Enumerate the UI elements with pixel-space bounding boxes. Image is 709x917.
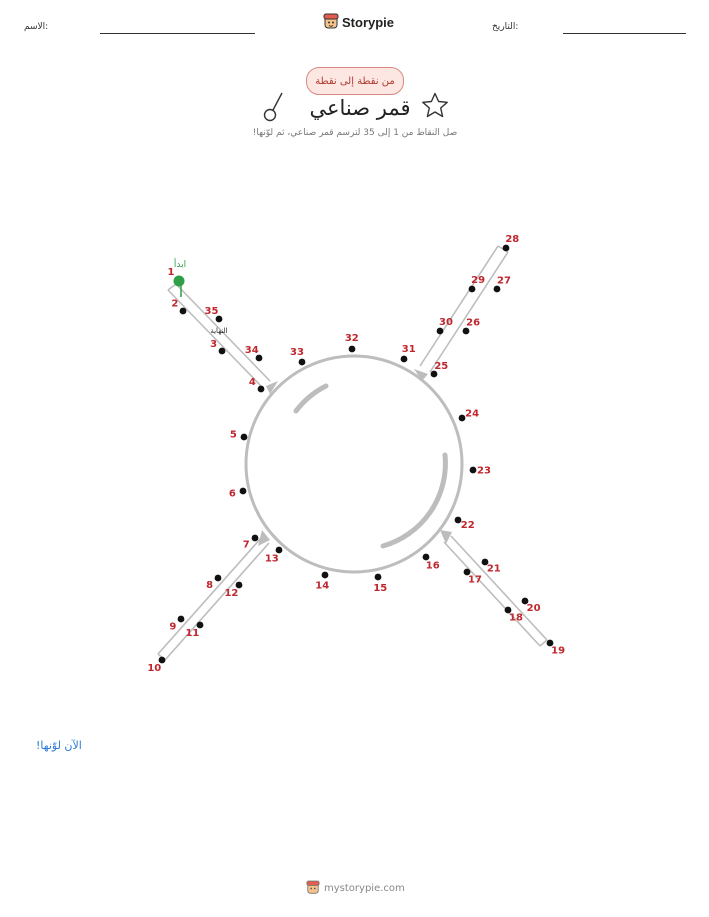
dot-number-19: 19 bbox=[551, 645, 566, 657]
start-marker[interactable] bbox=[174, 258, 187, 297]
dot-number-22: 22 bbox=[460, 520, 475, 532]
dot-number-26: 26 bbox=[466, 317, 481, 329]
dot-number-31: 31 bbox=[401, 344, 416, 356]
dot-number-34: 34 bbox=[244, 344, 259, 356]
dot-number-21: 21 bbox=[486, 563, 501, 575]
dot-number-23: 23 bbox=[477, 465, 491, 477]
dot-number-20: 20 bbox=[526, 602, 541, 614]
dot-number-12: 12 bbox=[224, 588, 239, 599]
dot-31[interactable] bbox=[401, 356, 408, 363]
satellite-body bbox=[246, 356, 462, 572]
dot-number-4: 4 bbox=[248, 377, 256, 389]
instructions: صل النقاط من 1 إلى 35 لترسم قمر صناعي، ثم لوّنها! bbox=[252, 128, 458, 138]
dot-number-16: 16 bbox=[425, 560, 440, 572]
dot-number-8: 8 bbox=[206, 580, 214, 592]
dot-number-29: 29 bbox=[471, 274, 486, 286]
dot-number-27: 27 bbox=[497, 275, 511, 287]
dot-number-2: 2 bbox=[171, 298, 179, 310]
body-highlight-top bbox=[296, 386, 326, 411]
dot-number-3: 3 bbox=[210, 338, 218, 350]
activity-type-badge: من نقطة إلى نقطة bbox=[306, 67, 404, 95]
start-dot bbox=[174, 276, 185, 287]
dot-number-33: 33 bbox=[290, 347, 304, 359]
dot-number-7: 7 bbox=[242, 539, 250, 551]
dot-number-30: 30 bbox=[439, 316, 453, 328]
dot-number-14: 14 bbox=[315, 580, 330, 592]
dot-2[interactable] bbox=[180, 308, 187, 315]
dot-number-1: 1 bbox=[167, 267, 175, 278]
dot-number-35: 35 bbox=[204, 305, 219, 317]
dot-15[interactable] bbox=[375, 574, 382, 581]
dot-number-9: 9 bbox=[169, 621, 177, 633]
dot-28[interactable] bbox=[503, 245, 510, 252]
color-it-prompt: الآن لوّنها! bbox=[36, 739, 82, 752]
dot-number-11: 11 bbox=[185, 627, 200, 639]
dot-number-28: 28 bbox=[505, 234, 520, 245]
dot-6[interactable] bbox=[240, 488, 247, 495]
dots-layer bbox=[147, 234, 565, 674]
dot-number-6: 6 bbox=[228, 488, 236, 500]
dot-4[interactable] bbox=[258, 386, 265, 393]
end-label: النهاية bbox=[210, 327, 228, 335]
dot-number-17: 17 bbox=[468, 574, 482, 586]
dot-number-13: 13 bbox=[264, 553, 279, 565]
dot-number-24: 24 bbox=[465, 408, 480, 420]
dot-30[interactable] bbox=[437, 328, 444, 335]
dot-32[interactable] bbox=[349, 346, 356, 353]
footer bbox=[306, 880, 405, 896]
start-label: ابدأ bbox=[173, 260, 187, 270]
dot-7[interactable] bbox=[252, 535, 259, 542]
dot-number-15: 15 bbox=[373, 582, 388, 594]
dot-33[interactable] bbox=[299, 359, 306, 366]
name-label: الاسم: bbox=[24, 22, 49, 32]
dot-8[interactable] bbox=[215, 575, 222, 582]
dot-number-18: 18 bbox=[509, 612, 523, 624]
storypie-mascot-icon bbox=[306, 880, 320, 896]
dot-26[interactable] bbox=[463, 328, 470, 335]
antenna-top-left bbox=[168, 284, 270, 387]
antenna-bottom-right bbox=[444, 536, 547, 646]
antenna-bottom-left bbox=[158, 537, 269, 660]
dot-9[interactable] bbox=[178, 616, 185, 623]
dot-14[interactable] bbox=[322, 572, 329, 579]
dot-number-5: 5 bbox=[229, 429, 237, 441]
brand-name: Storypie bbox=[342, 14, 395, 30]
dot-29[interactable] bbox=[469, 286, 476, 293]
date-label: التاريخ: bbox=[492, 22, 519, 32]
dot-27[interactable] bbox=[494, 286, 501, 293]
dot-23[interactable] bbox=[470, 467, 477, 474]
footer-site: mystorypie.com bbox=[324, 882, 405, 894]
page-title: قمر صناعي bbox=[309, 96, 411, 120]
dot-number-10: 10 bbox=[147, 662, 162, 674]
dot-16[interactable] bbox=[423, 554, 430, 561]
antenna-top-right bbox=[420, 246, 508, 372]
dot-number-32: 32 bbox=[344, 333, 359, 344]
dot-5[interactable] bbox=[241, 434, 248, 441]
dot-number-25: 25 bbox=[434, 360, 449, 372]
dot-3[interactable] bbox=[219, 348, 226, 355]
